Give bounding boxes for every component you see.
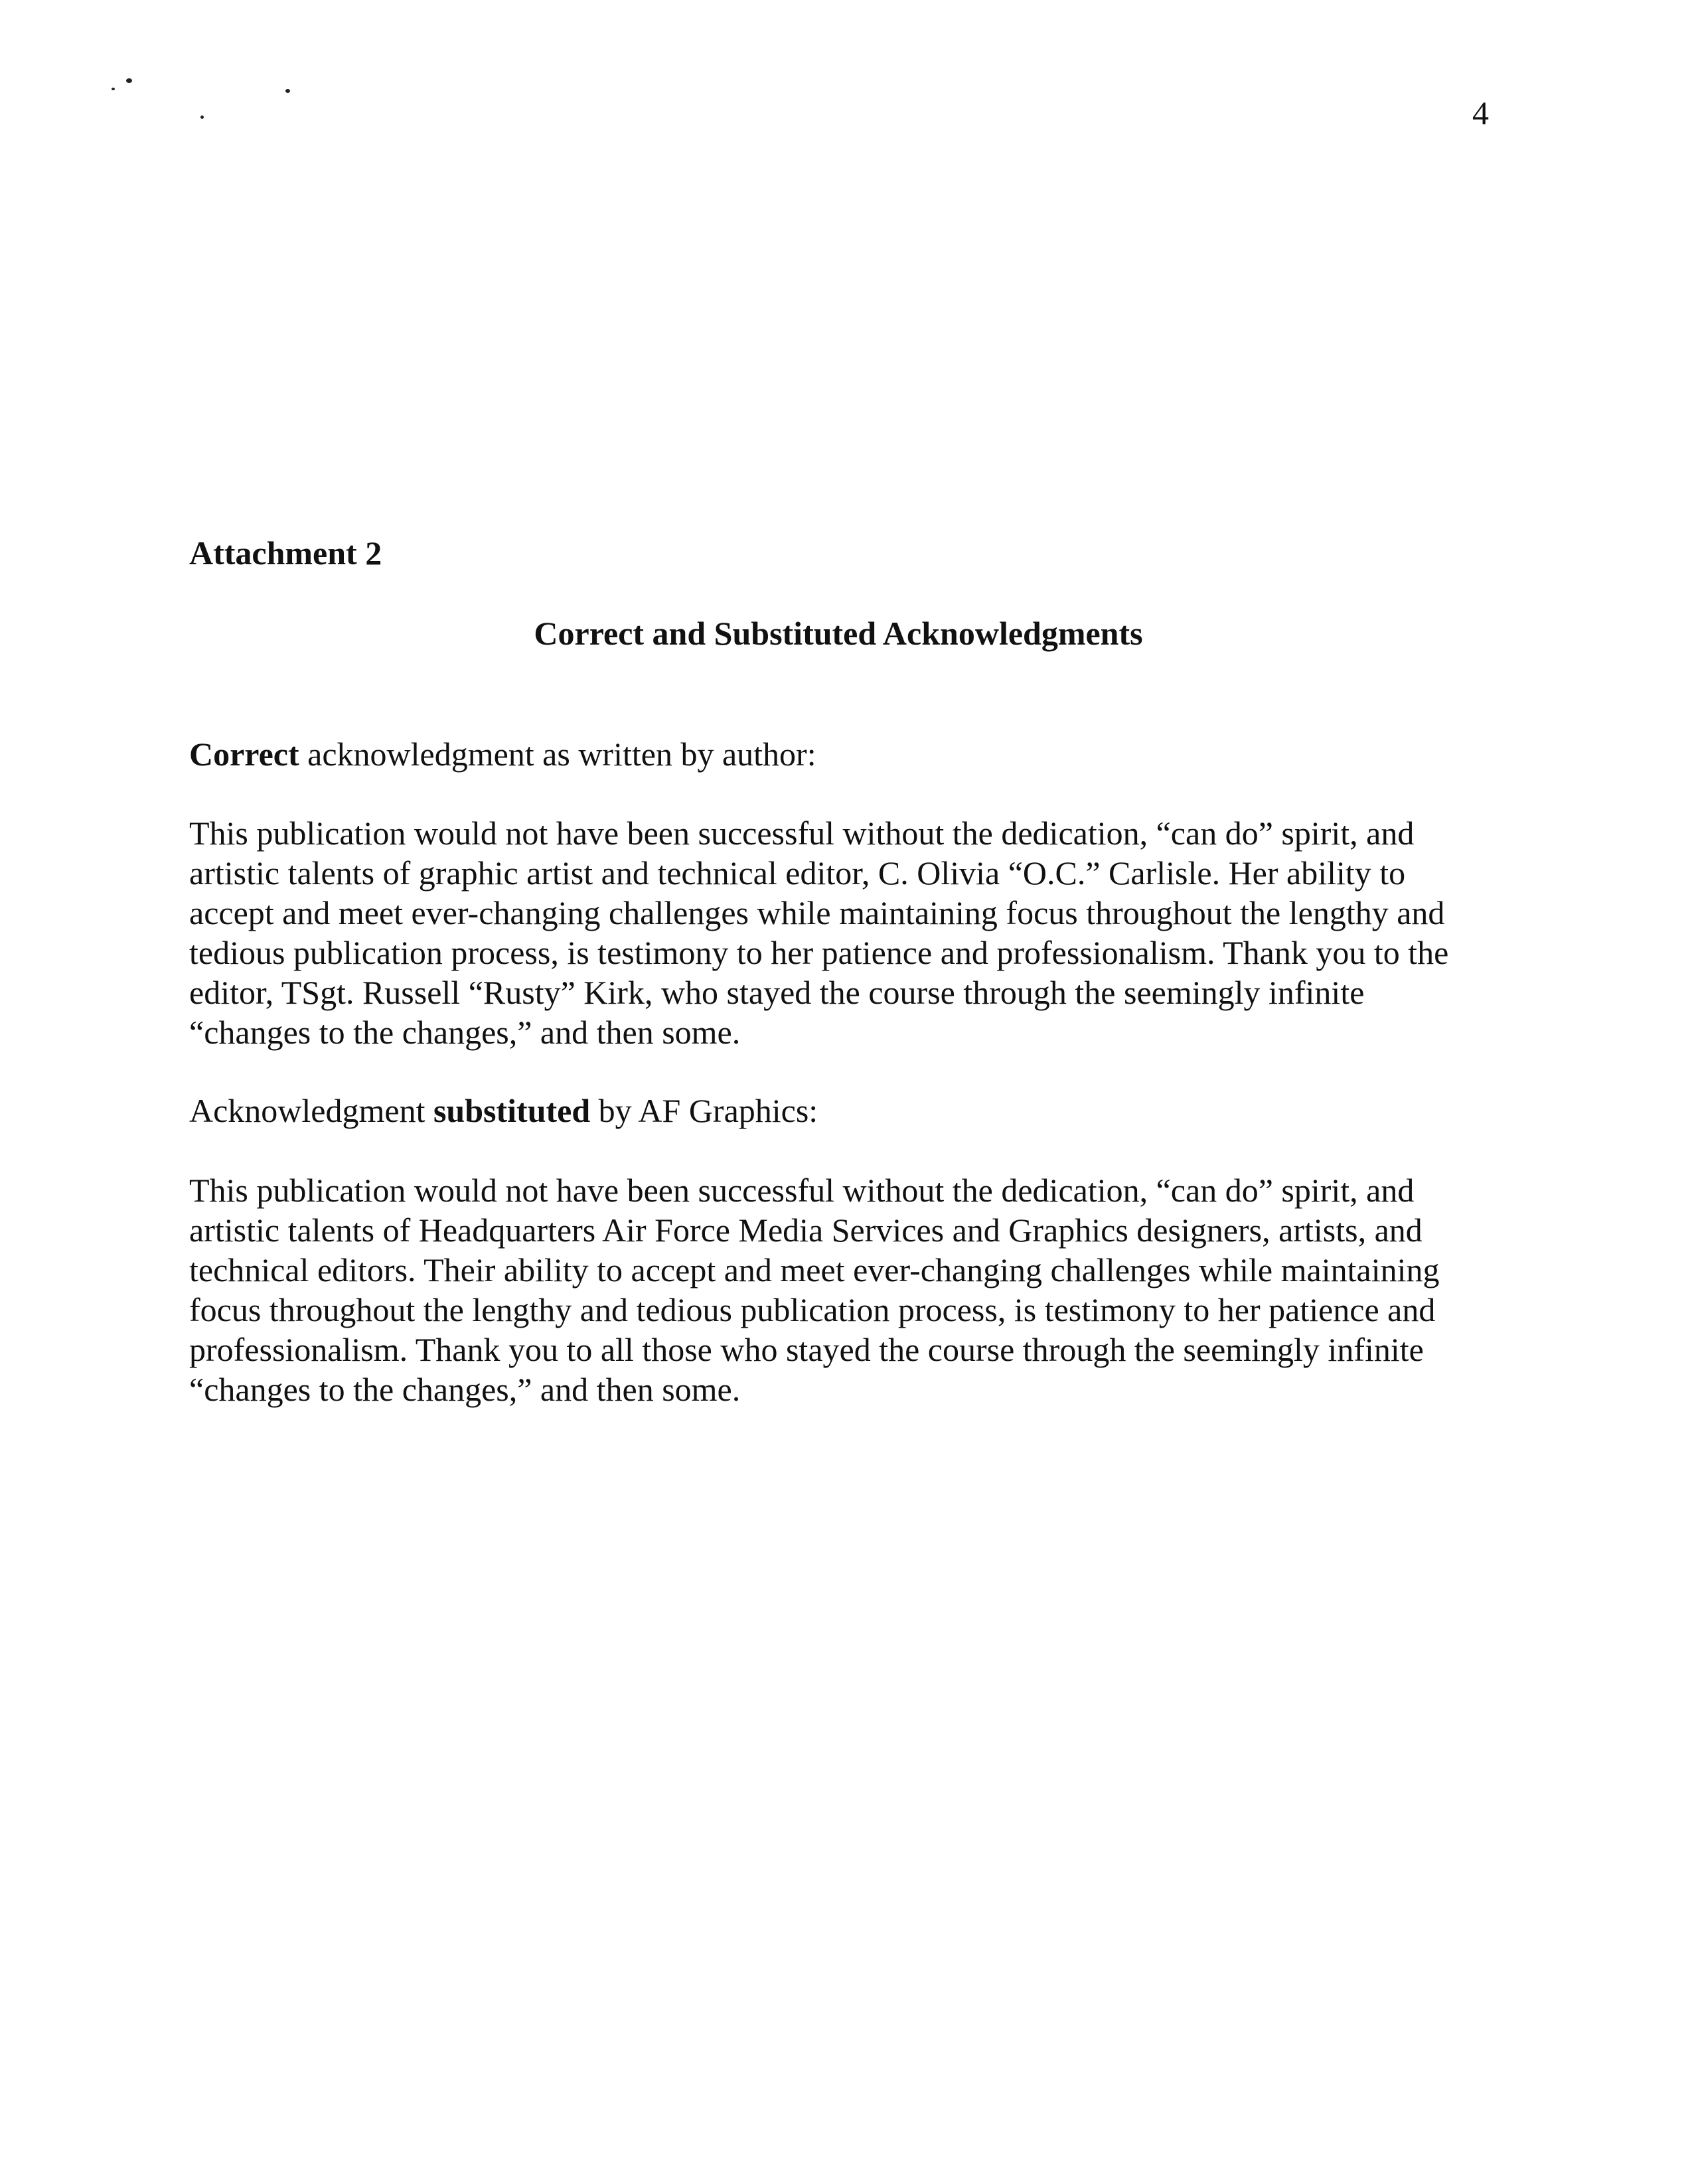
- paragraph-line: “changes to the changes,” and then some.: [189, 1014, 741, 1051]
- substituted-intro: [189, 1091, 818, 1131]
- page-title: Correct and Substituted Acknowledgments: [534, 615, 1143, 652]
- correct-paragraph: [189, 813, 1448, 1052]
- paragraph-line: editor, TSgt. Russell “Rusty” Kirk, who stayed the course through the seemingly infinite: [189, 974, 1365, 1011]
- paragraph-line: This publication would not have been successful without the dedication, “can do” spirit, and: [189, 1172, 1415, 1209]
- correct-intro-text: acknowledgment as written by author:: [299, 736, 816, 773]
- scan-speck: [112, 88, 115, 90]
- attachment-label: Attachment 2: [189, 534, 382, 572]
- paragraph-line: accept and meet ever-changing challenges while maintaining focus throughout the lengthy and: [189, 894, 1445, 931]
- substituted-intro-after: by AF Graphics:: [590, 1092, 818, 1129]
- scan-speck: [285, 89, 290, 93]
- paragraph-line: professionalism. Thank you to all those who stayed the course through the seemingly infinite: [189, 1331, 1424, 1368]
- scan-speck: [200, 116, 204, 119]
- paragraph-line: focus throughout the lengthy and tedious publication process, is testimony to her patience and: [189, 1291, 1436, 1328]
- correct-intro: [189, 734, 816, 774]
- page-number: 4: [1472, 94, 1489, 131]
- paragraph-line: technical editors. Their ability to accept and meet ever-changing challenges while maintaining: [189, 1251, 1440, 1288]
- scan-speck: [126, 78, 132, 83]
- paragraph-line: “changes to the changes,” and then some.: [189, 1371, 741, 1408]
- substituted-intro-before: Acknowledgment: [189, 1092, 433, 1129]
- paragraph-line: artistic talents of Headquarters Air Force Media Services and Graphics designers, artists, and: [189, 1211, 1422, 1249]
- paragraph-line: tedious publication process, is testimony to her patience and professionalism. Thank you to the: [189, 934, 1449, 971]
- correct-bold: Correct: [189, 736, 299, 773]
- paragraph-line: artistic talents of graphic artist and technical editor, C. Olivia “O.C.” Carlisle. Her ability to: [189, 854, 1406, 892]
- substituted-bold: substituted: [433, 1092, 591, 1129]
- substituted-paragraph: [189, 1170, 1439, 1409]
- paragraph-line: This publication would not have been successful without the dedication, “can do” spirit, and: [189, 815, 1415, 852]
